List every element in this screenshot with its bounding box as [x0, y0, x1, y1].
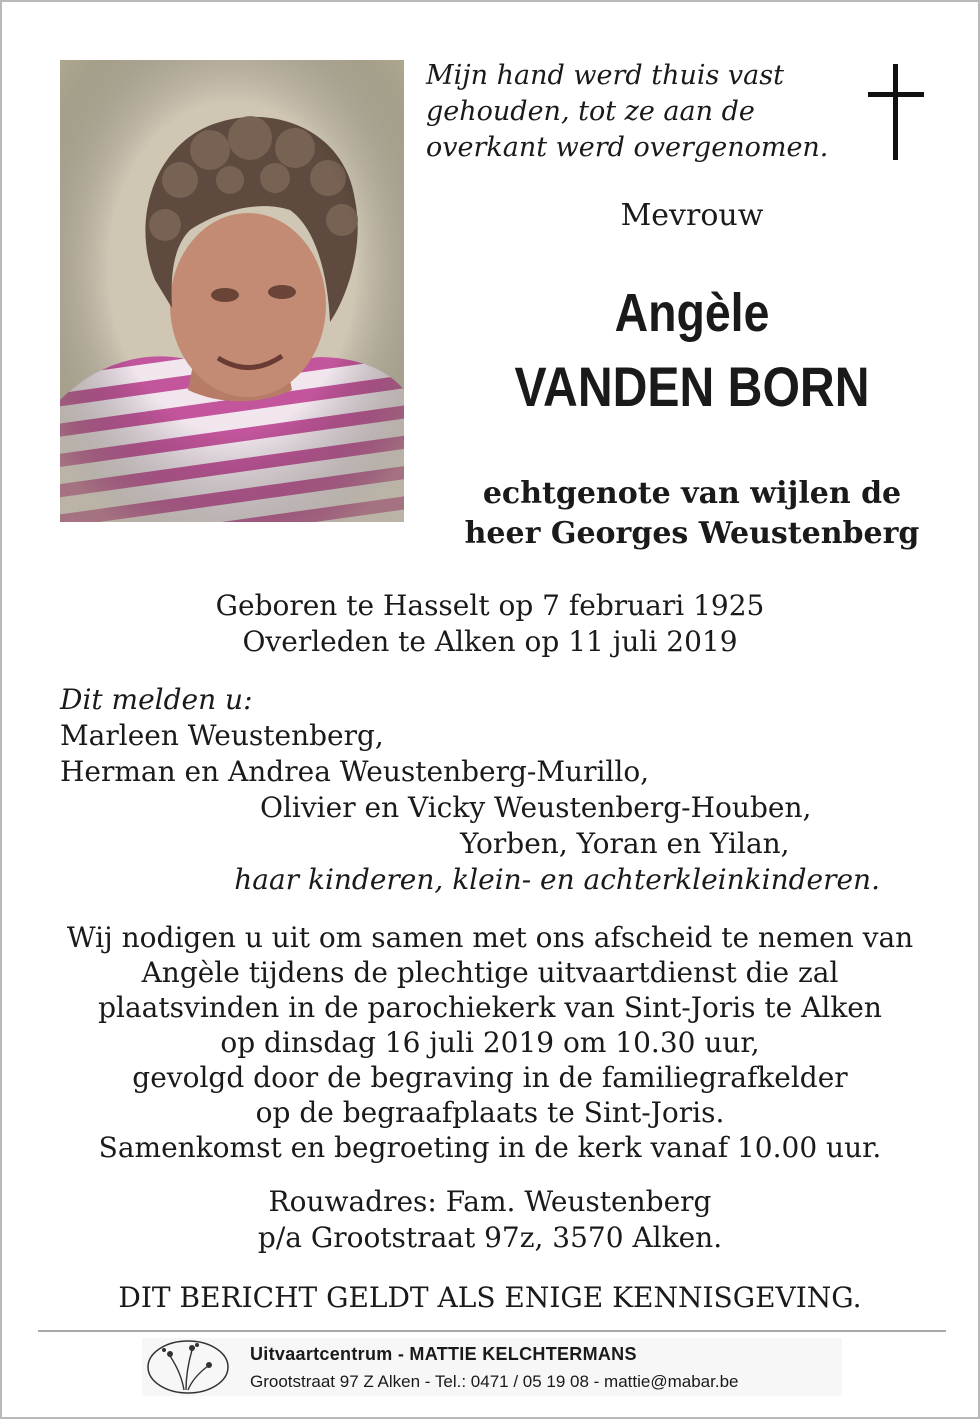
- ceremony-line: Angèle tijdens de plechtige uitvaartdienst die zal: [141, 956, 839, 989]
- funeral-home-contact: Grootstraat 97 Z Alken - Tel.: 0471 / 05 19 08 - mattie@mabar.be: [250, 1372, 739, 1391]
- life-dates: [2, 588, 978, 660]
- ceremony-line: Samenkomst en begroeting in de kerk vanaf 10.00 uur.: [98, 1131, 882, 1164]
- funeral-home-footer: [142, 1338, 842, 1396]
- funeral-home-name: Uitvaartcentrum - MATTIE KELCHTERMANS: [250, 1344, 637, 1364]
- birth-date: Geboren te Hasselt op 7 februari 1925: [215, 589, 765, 622]
- family-member: Marleen Weustenberg,: [60, 719, 384, 752]
- family-announcement: [60, 682, 920, 898]
- spouse-line: heer Georges Weustenberg: [464, 516, 920, 551]
- family-member: Herman en Andrea Weustenberg-Murillo,: [60, 755, 650, 788]
- flower-logo-icon: [144, 1338, 236, 1396]
- notice-text: DIT BERICHT GELDT ALS ENIGE KENNISGEVING.: [118, 1281, 862, 1314]
- ceremony-line: op dinsdag 16 juli 2019 om 10.30 uur,: [220, 1026, 760, 1059]
- death-date: Overleden te Alken op 11 juli 2019: [242, 625, 738, 658]
- family-member: Olivier en Vicky Weustenberg-Houben,: [260, 791, 812, 824]
- ceremony-details: [2, 920, 978, 1165]
- footer-divider: [38, 1330, 946, 1332]
- ceremony-line: op de begraafplaats te Sint-Joris.: [255, 1096, 725, 1129]
- portrait-illustration: [60, 60, 404, 522]
- family-relation: haar kinderen, klein- en achterkleinkinderen.: [234, 863, 880, 896]
- mourning-address: [2, 1184, 978, 1256]
- last-name: VANDEN BORN: [514, 355, 870, 418]
- ceremony-line: plaatsvinden in de parochiekerk van Sint-Joris te Alken: [98, 991, 882, 1024]
- spouse-line: echtgenote van wijlen de: [482, 476, 902, 511]
- address-line: p/a Grootstraat 97z, 3570 Alken.: [257, 1221, 723, 1254]
- memorial-quote: Mijn hand werd thuis vast gehouden, tot ze aan de overkant werd overgenomen.: [426, 60, 829, 163]
- ceremony-line: gevolgd door de begraving in de familiegrafkelder: [132, 1061, 848, 1094]
- address-line: Rouwadres: Fam. Weustenberg: [268, 1185, 712, 1218]
- spouse-info: [412, 474, 972, 554]
- ceremony-line: Wij nodigen u uit om samen met ons afscheid te nemen van: [66, 921, 914, 954]
- first-name: Angèle: [614, 283, 770, 343]
- family-intro: Dit melden u:: [60, 683, 253, 716]
- cross-icon: [866, 64, 926, 164]
- honorific: Mevrouw: [620, 198, 764, 233]
- portrait-photo: [60, 60, 404, 522]
- family-member: Yorben, Yoran en Yilan,: [460, 827, 790, 860]
